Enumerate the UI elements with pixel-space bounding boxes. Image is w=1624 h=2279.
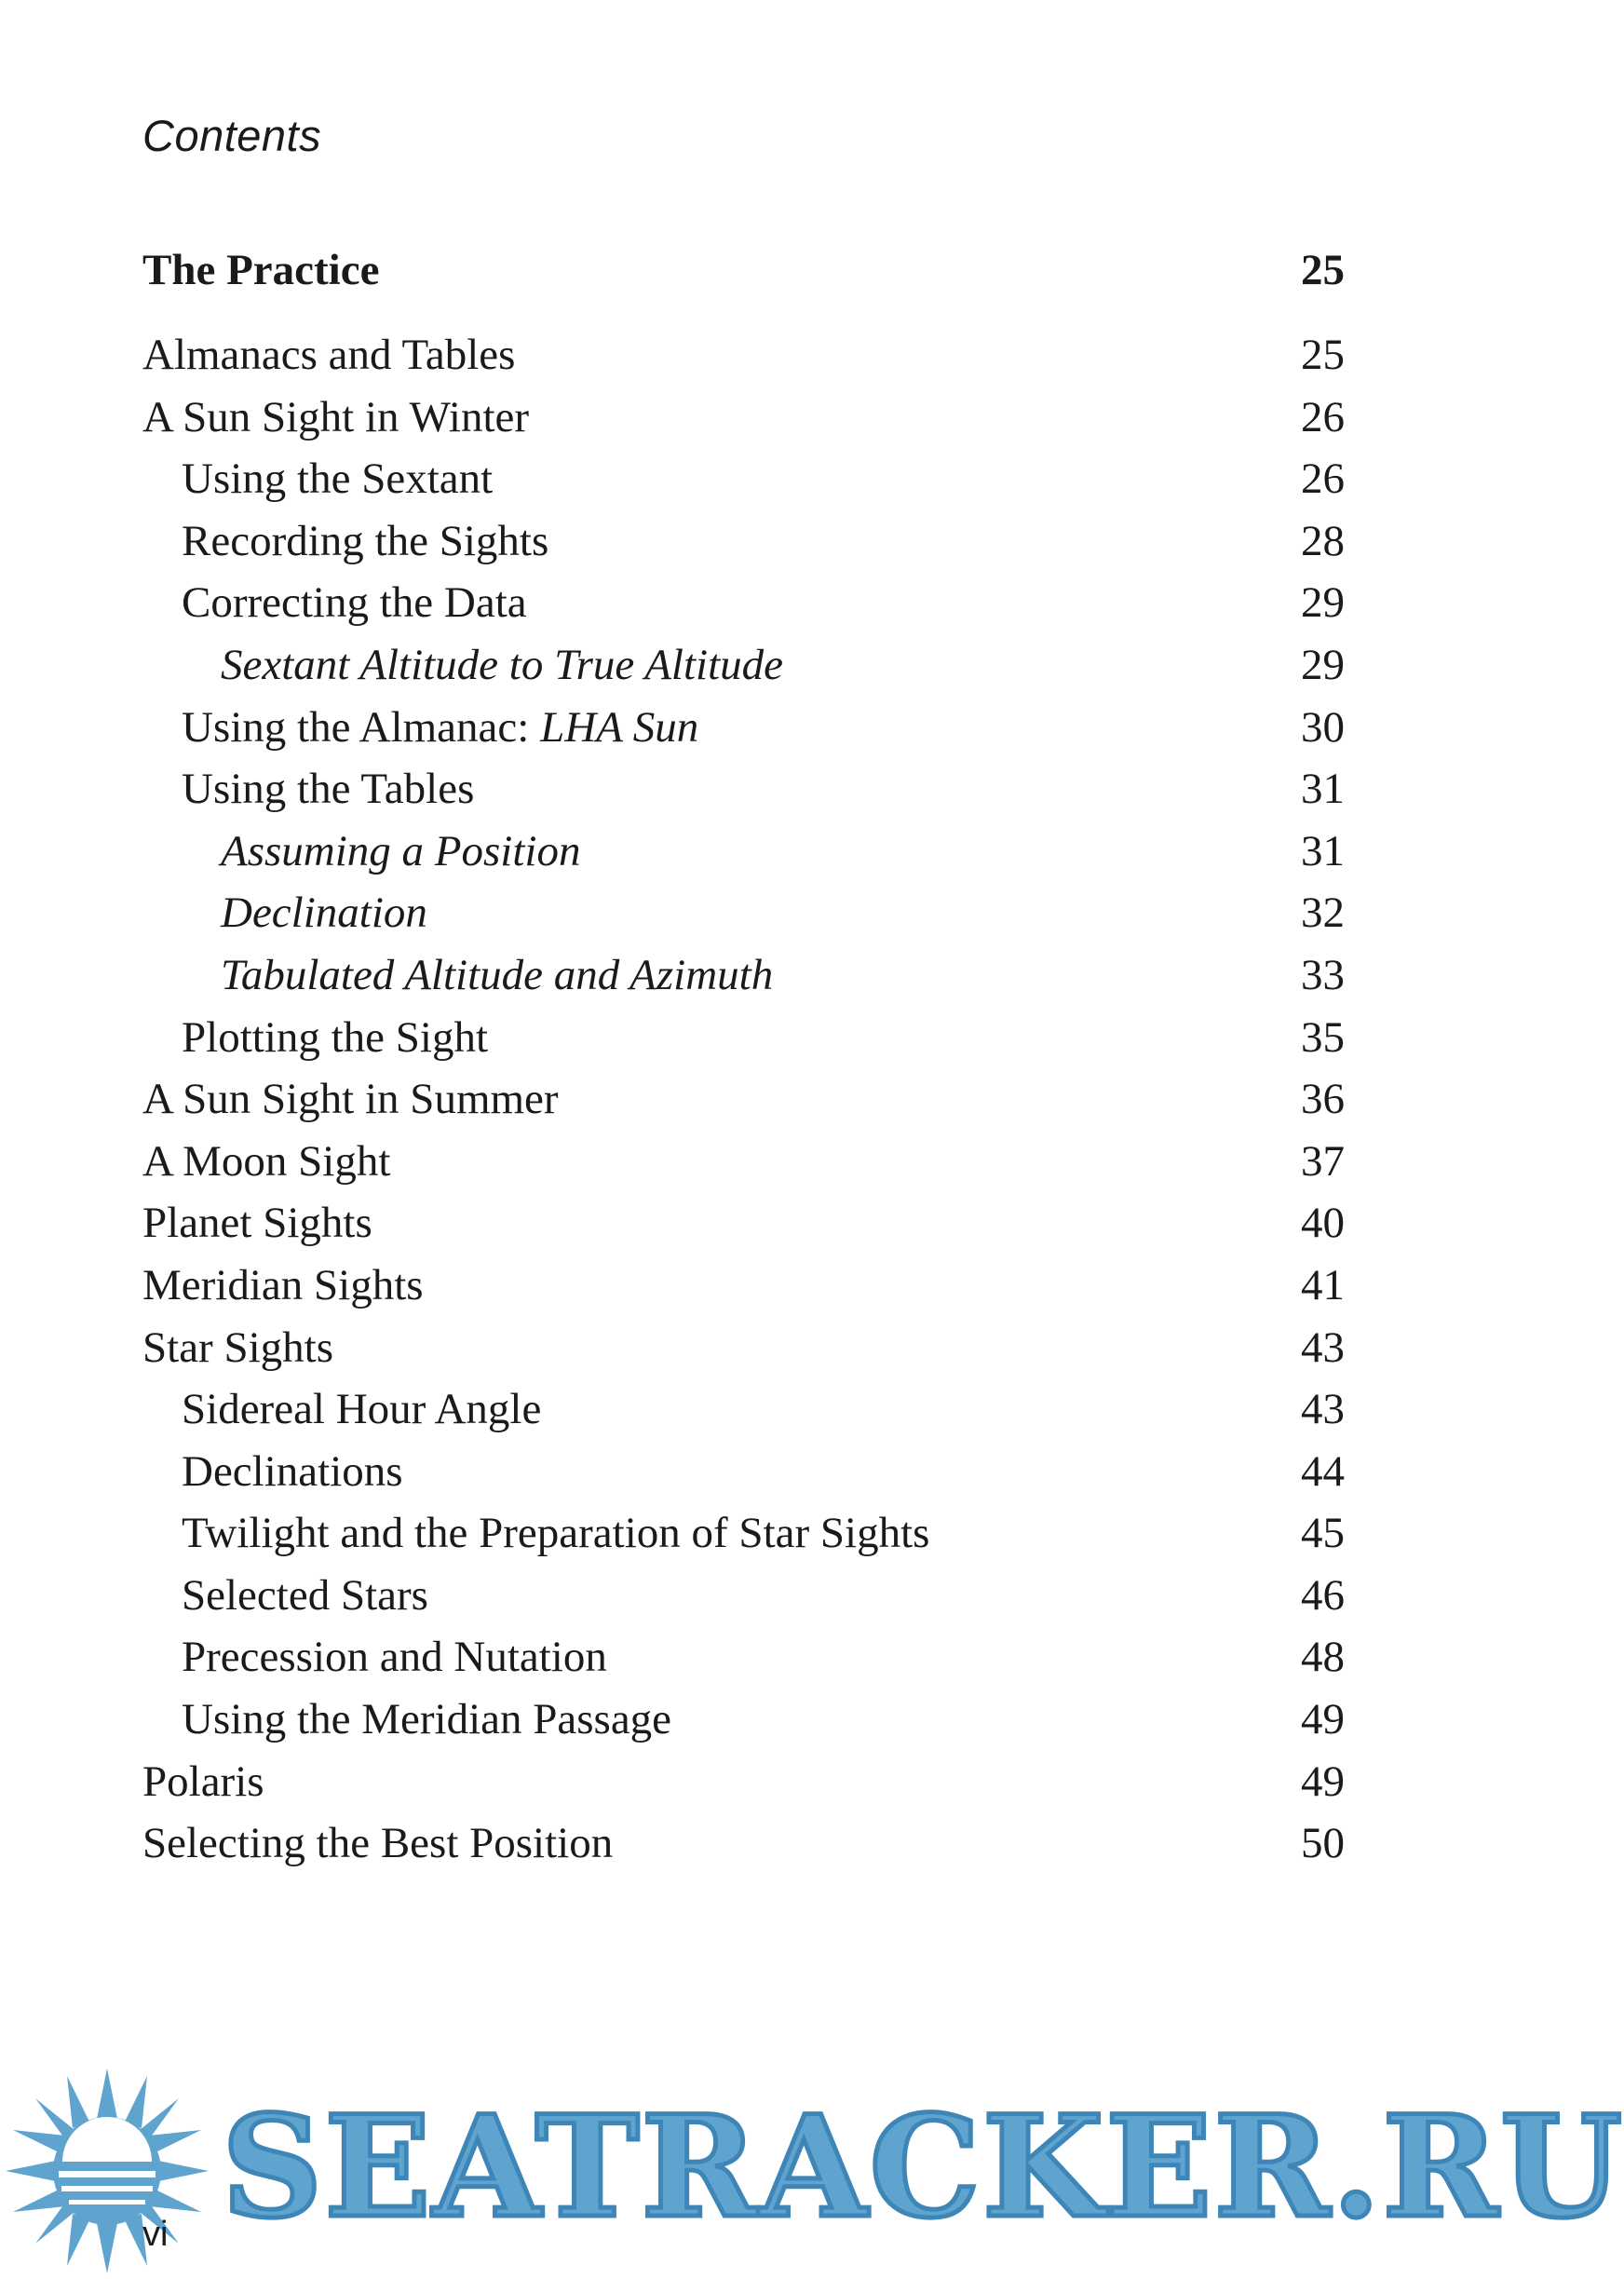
toc-entry[interactable]: [142, 821, 1345, 883]
toc-entry[interactable]: [142, 1565, 1345, 1627]
toc-entry[interactable]: [142, 634, 1345, 697]
toc-entry[interactable]: [142, 1812, 1345, 1875]
toc-entry-label: Correcting the Data: [182, 578, 527, 628]
toc-entry[interactable]: [142, 1192, 1345, 1255]
toc-entry[interactable]: [142, 1689, 1345, 1751]
toc-entry-label-roman: Using the Almanac:: [182, 702, 541, 752]
toc-entry-label: Sextant Altitude to True Altitude: [221, 640, 784, 689]
toc-entry-page: 40: [1301, 1199, 1345, 1248]
watermark: [0, 2063, 1428, 2279]
toc-entry-page: 37: [1301, 1136, 1345, 1186]
toc-entry-label: Meridian Sights: [142, 1260, 424, 1309]
toc-entry[interactable]: [142, 1131, 1345, 1193]
toc-entry-page: 50: [1301, 1819, 1345, 1868]
toc-entry-page: 26: [1301, 454, 1345, 504]
toc-entry[interactable]: [142, 1751, 1345, 1813]
toc-entry[interactable]: [142, 1626, 1345, 1689]
toc-list: [142, 324, 1345, 1875]
toc-entry[interactable]: [142, 387, 1345, 449]
toc-entry-label-italic: LHA Sun: [540, 702, 699, 752]
toc-entry[interactable]: [142, 448, 1345, 510]
toc-entry-page: 49: [1301, 1757, 1345, 1806]
toc-entry-label: Declinations: [182, 1446, 403, 1496]
toc-entry-label: Assuming a Position: [221, 826, 581, 875]
toc-entry-page: 25: [1301, 331, 1345, 379]
toc-entry-page: 43: [1301, 1385, 1345, 1434]
toc-entry-label: Recording the Sights: [182, 516, 549, 565]
toc-entry[interactable]: [142, 572, 1345, 634]
toc-entry-page: 29: [1301, 578, 1345, 628]
toc-entry[interactable]: [142, 510, 1345, 573]
toc-entry-page: 43: [1301, 1323, 1345, 1372]
running-head: Contents: [142, 111, 322, 160]
section-page-number: 25: [1301, 246, 1345, 294]
toc-entry-label: A Sun Sight in Summer: [142, 1075, 559, 1124]
toc-entry-page: 41: [1301, 1260, 1345, 1309]
toc-entry-label: Tabulated Altitude and Azimuth: [221, 950, 774, 999]
toc-entry[interactable]: [142, 1378, 1345, 1441]
toc-entry[interactable]: [142, 1007, 1345, 1069]
toc-entry[interactable]: [142, 324, 1345, 387]
toc-entry-label: A Sun Sight in Winter: [142, 392, 530, 441]
toc-entry-label: Twilight and the Preparation of Star Sights: [182, 1509, 930, 1558]
toc-entry-page: 45: [1301, 1509, 1345, 1558]
toc-entry-page: 44: [1301, 1446, 1345, 1496]
toc-entry[interactable]: [142, 1255, 1345, 1317]
toc-entry[interactable]: [142, 697, 1345, 759]
toc-entry-page: 30: [1301, 702, 1345, 752]
toc-entry[interactable]: [142, 1317, 1345, 1379]
toc-entry[interactable]: [142, 944, 1345, 1007]
toc-entry-label: Using the Meridian Passage: [182, 1695, 672, 1744]
toc-entry-label: Declination: [221, 889, 427, 938]
toc-entry-page: 31: [1301, 765, 1345, 814]
toc-entry-page: 29: [1301, 640, 1345, 689]
toc-entry-label: Using the Sextant: [182, 454, 494, 504]
toc-entry-label: Plotting the Sight: [182, 1012, 489, 1062]
section-heading-row[interactable]: [142, 238, 1345, 302]
toc-entry-label: Star Sights: [142, 1323, 334, 1372]
toc-entry-label: Precession and Nutation: [182, 1633, 607, 1682]
toc-entry-page: 46: [1301, 1570, 1345, 1620]
toc-entry-page: 31: [1301, 826, 1345, 875]
toc-entry-label: Polaris: [142, 1757, 264, 1806]
toc-entry-label: Selected Stars: [182, 1570, 428, 1620]
toc-entry[interactable]: [142, 1068, 1345, 1131]
toc-entry-page: 28: [1301, 516, 1345, 565]
toc-entry[interactable]: [142, 758, 1345, 821]
toc-entry-page: 35: [1301, 1012, 1345, 1062]
toc-entry-label: Selecting the Best Position: [142, 1819, 614, 1868]
toc-entry[interactable]: [142, 882, 1345, 944]
section-title: The Practice: [142, 246, 380, 294]
toc-entry-page: 32: [1301, 889, 1345, 938]
toc-entry[interactable]: [142, 1502, 1345, 1565]
toc-entry-label: Using the Tables: [182, 765, 475, 814]
toc-entry-label: Planet Sights: [142, 1199, 372, 1248]
watermark-text: SEATRACKER.RU: [222, 2085, 1624, 2249]
toc-entry-page: 33: [1301, 950, 1345, 999]
page-folio: vi: [142, 2215, 169, 2254]
toc-entry[interactable]: [142, 1441, 1345, 1503]
toc-entry-page: 36: [1301, 1075, 1345, 1124]
toc-entry-page: 48: [1301, 1633, 1345, 1682]
toc-entry-label: [182, 697, 698, 759]
toc-entry-page: 49: [1301, 1695, 1345, 1744]
sun-logo-icon: [0, 2063, 214, 2279]
toc-entry-label: A Moon Sight: [142, 1136, 391, 1186]
toc-entry-label: Sidereal Hour Angle: [182, 1385, 542, 1434]
toc-entry-page: 26: [1301, 392, 1345, 441]
toc-entry-label: Almanacs and Tables: [142, 331, 516, 379]
